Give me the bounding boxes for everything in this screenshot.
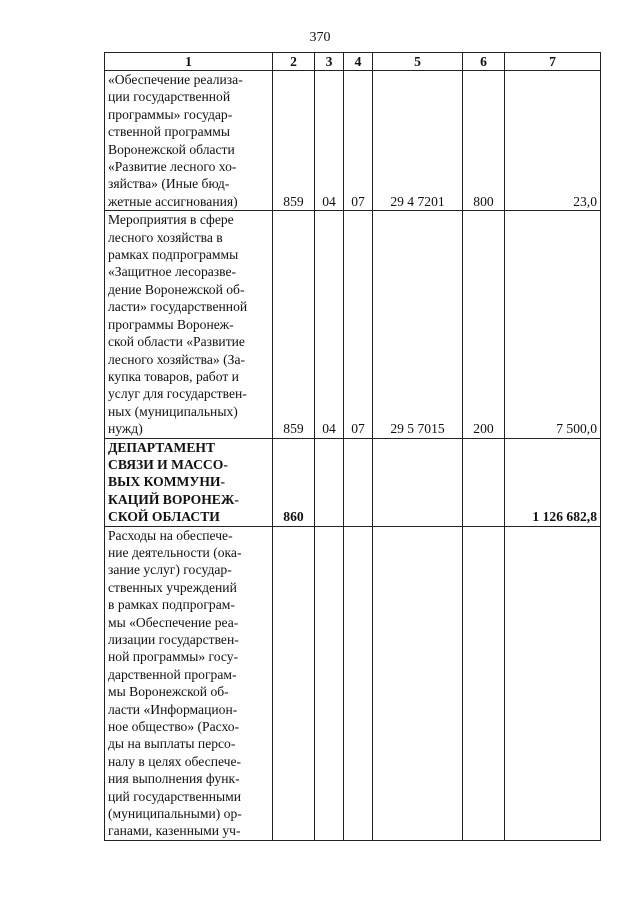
expense-type-cell: 800 <box>463 71 505 211</box>
description-line: ласти» государственной <box>108 299 248 315</box>
description-line: мы Воронежской об- <box>108 684 229 700</box>
description-line: КАЦИЙ ВОРОНЕЖ- <box>108 491 239 507</box>
description-line: ДЕПАРТАМЕНТ <box>108 439 216 455</box>
column-header: 4 <box>344 53 373 71</box>
description-line: дарственной програм- <box>108 666 237 682</box>
table-row <box>105 211 601 438</box>
description-line: ния выполнения функ- <box>108 771 240 787</box>
ministry-code-cell <box>273 526 315 840</box>
description-line: налу в целях обеспече- <box>108 753 242 769</box>
section-code-cell: 04 <box>315 71 344 211</box>
column-header: 2 <box>273 53 315 71</box>
description-line: услуг для государствен- <box>108 386 247 402</box>
description-line: дение Воронежской об- <box>108 281 245 297</box>
expense-type-cell <box>463 526 505 840</box>
description-line: (муниципальными) ор- <box>108 806 242 822</box>
description-line: ласти «Информацион- <box>108 701 238 717</box>
description-line: ганами, казенными уч- <box>108 823 241 839</box>
description-line: «Защитное лесоразве- <box>108 264 237 280</box>
target-article-cell: 29 5 7015 <box>373 211 463 438</box>
budget-table <box>104 52 601 841</box>
description-line: программы Воронеж- <box>108 316 234 332</box>
description-line: ние деятельности (ока- <box>108 544 242 560</box>
description-line: зяйства» (Иные бюд- <box>108 176 230 192</box>
description-line: в рамках подпрограм- <box>108 597 235 613</box>
table-row <box>105 526 601 840</box>
row-description <box>105 211 273 438</box>
expense-type-cell: 200 <box>463 211 505 438</box>
ministry-code-cell: 859 <box>273 71 315 211</box>
description-line: рамках подпрограммы <box>108 247 239 263</box>
amount-cell: 23,0 <box>505 71 601 211</box>
target-article-cell: 29 4 7201 <box>373 71 463 211</box>
description-line: ное общество» (Расхо- <box>108 719 240 735</box>
description-line: «Обеспечение реализа- <box>108 72 243 87</box>
subsection-code-cell: 07 <box>344 211 373 438</box>
subsection-code-cell <box>344 526 373 840</box>
subsection-code-cell: 07 <box>344 71 373 211</box>
description-line: ВЫХ КОММУНИ- <box>108 474 226 490</box>
amount-cell: 1 126 682,8 <box>505 438 601 526</box>
table-header-row <box>105 53 601 71</box>
description-line: ской области «Развитие <box>108 334 245 350</box>
description-line: купка товаров, работ и <box>108 368 239 384</box>
description-line: Расходы на обеспече- <box>108 527 233 543</box>
column-header: 7 <box>505 53 601 71</box>
section-code-cell: 04 <box>315 211 344 438</box>
description-line: ной программы» госу- <box>108 649 239 665</box>
description-line: СКОЙ ОБЛАСТИ <box>108 509 220 525</box>
column-header: 5 <box>373 53 463 71</box>
amount-cell <box>505 526 601 840</box>
description-line: ции государственной <box>108 89 231 105</box>
description-line: Мероприятия в сфере <box>108 212 234 228</box>
target-article-cell <box>373 438 463 526</box>
description-line: Воронежской области <box>108 141 235 157</box>
description-line: ды на выплаты персо- <box>108 736 236 752</box>
row-description <box>105 438 273 526</box>
description-line: зание услуг) государ- <box>108 562 232 578</box>
column-header: 3 <box>315 53 344 71</box>
expense-type-cell <box>463 438 505 526</box>
description-line: ственных учреждений <box>108 579 237 595</box>
description-line: лизации государствен- <box>108 632 239 647</box>
description-line: жетные ассигнования) <box>108 193 238 209</box>
description-line: ных (муниципальных) <box>108 403 238 419</box>
description-line: лесного хозяйства в <box>108 229 223 245</box>
column-header: 6 <box>463 53 505 71</box>
page-number: 370 <box>309 30 331 45</box>
description-line: лесного хозяйства» (За- <box>108 351 246 367</box>
row-description <box>105 526 273 840</box>
description-line: «Развитие лесного хо- <box>108 159 237 175</box>
ministry-code-cell: 859 <box>273 211 315 438</box>
row-description <box>105 71 273 211</box>
table-row <box>105 438 601 526</box>
section-code-cell <box>315 526 344 840</box>
target-article-cell <box>373 526 463 840</box>
table-row <box>105 71 601 211</box>
amount-cell: 7 500,0 <box>505 211 601 438</box>
description-line: программы» государ- <box>108 106 233 122</box>
description-line: ственной программы <box>108 124 230 140</box>
description-line: СВЯЗИ И МАССО- <box>108 456 228 472</box>
description-line: ций государственными <box>108 788 242 804</box>
ministry-code-cell: 860 <box>273 438 315 526</box>
subsection-code-cell <box>344 438 373 526</box>
description-line: нужд) <box>108 421 143 437</box>
section-code-cell <box>315 438 344 526</box>
column-header: 1 <box>105 53 273 71</box>
description-line: мы «Обеспечение реа- <box>108 614 239 630</box>
